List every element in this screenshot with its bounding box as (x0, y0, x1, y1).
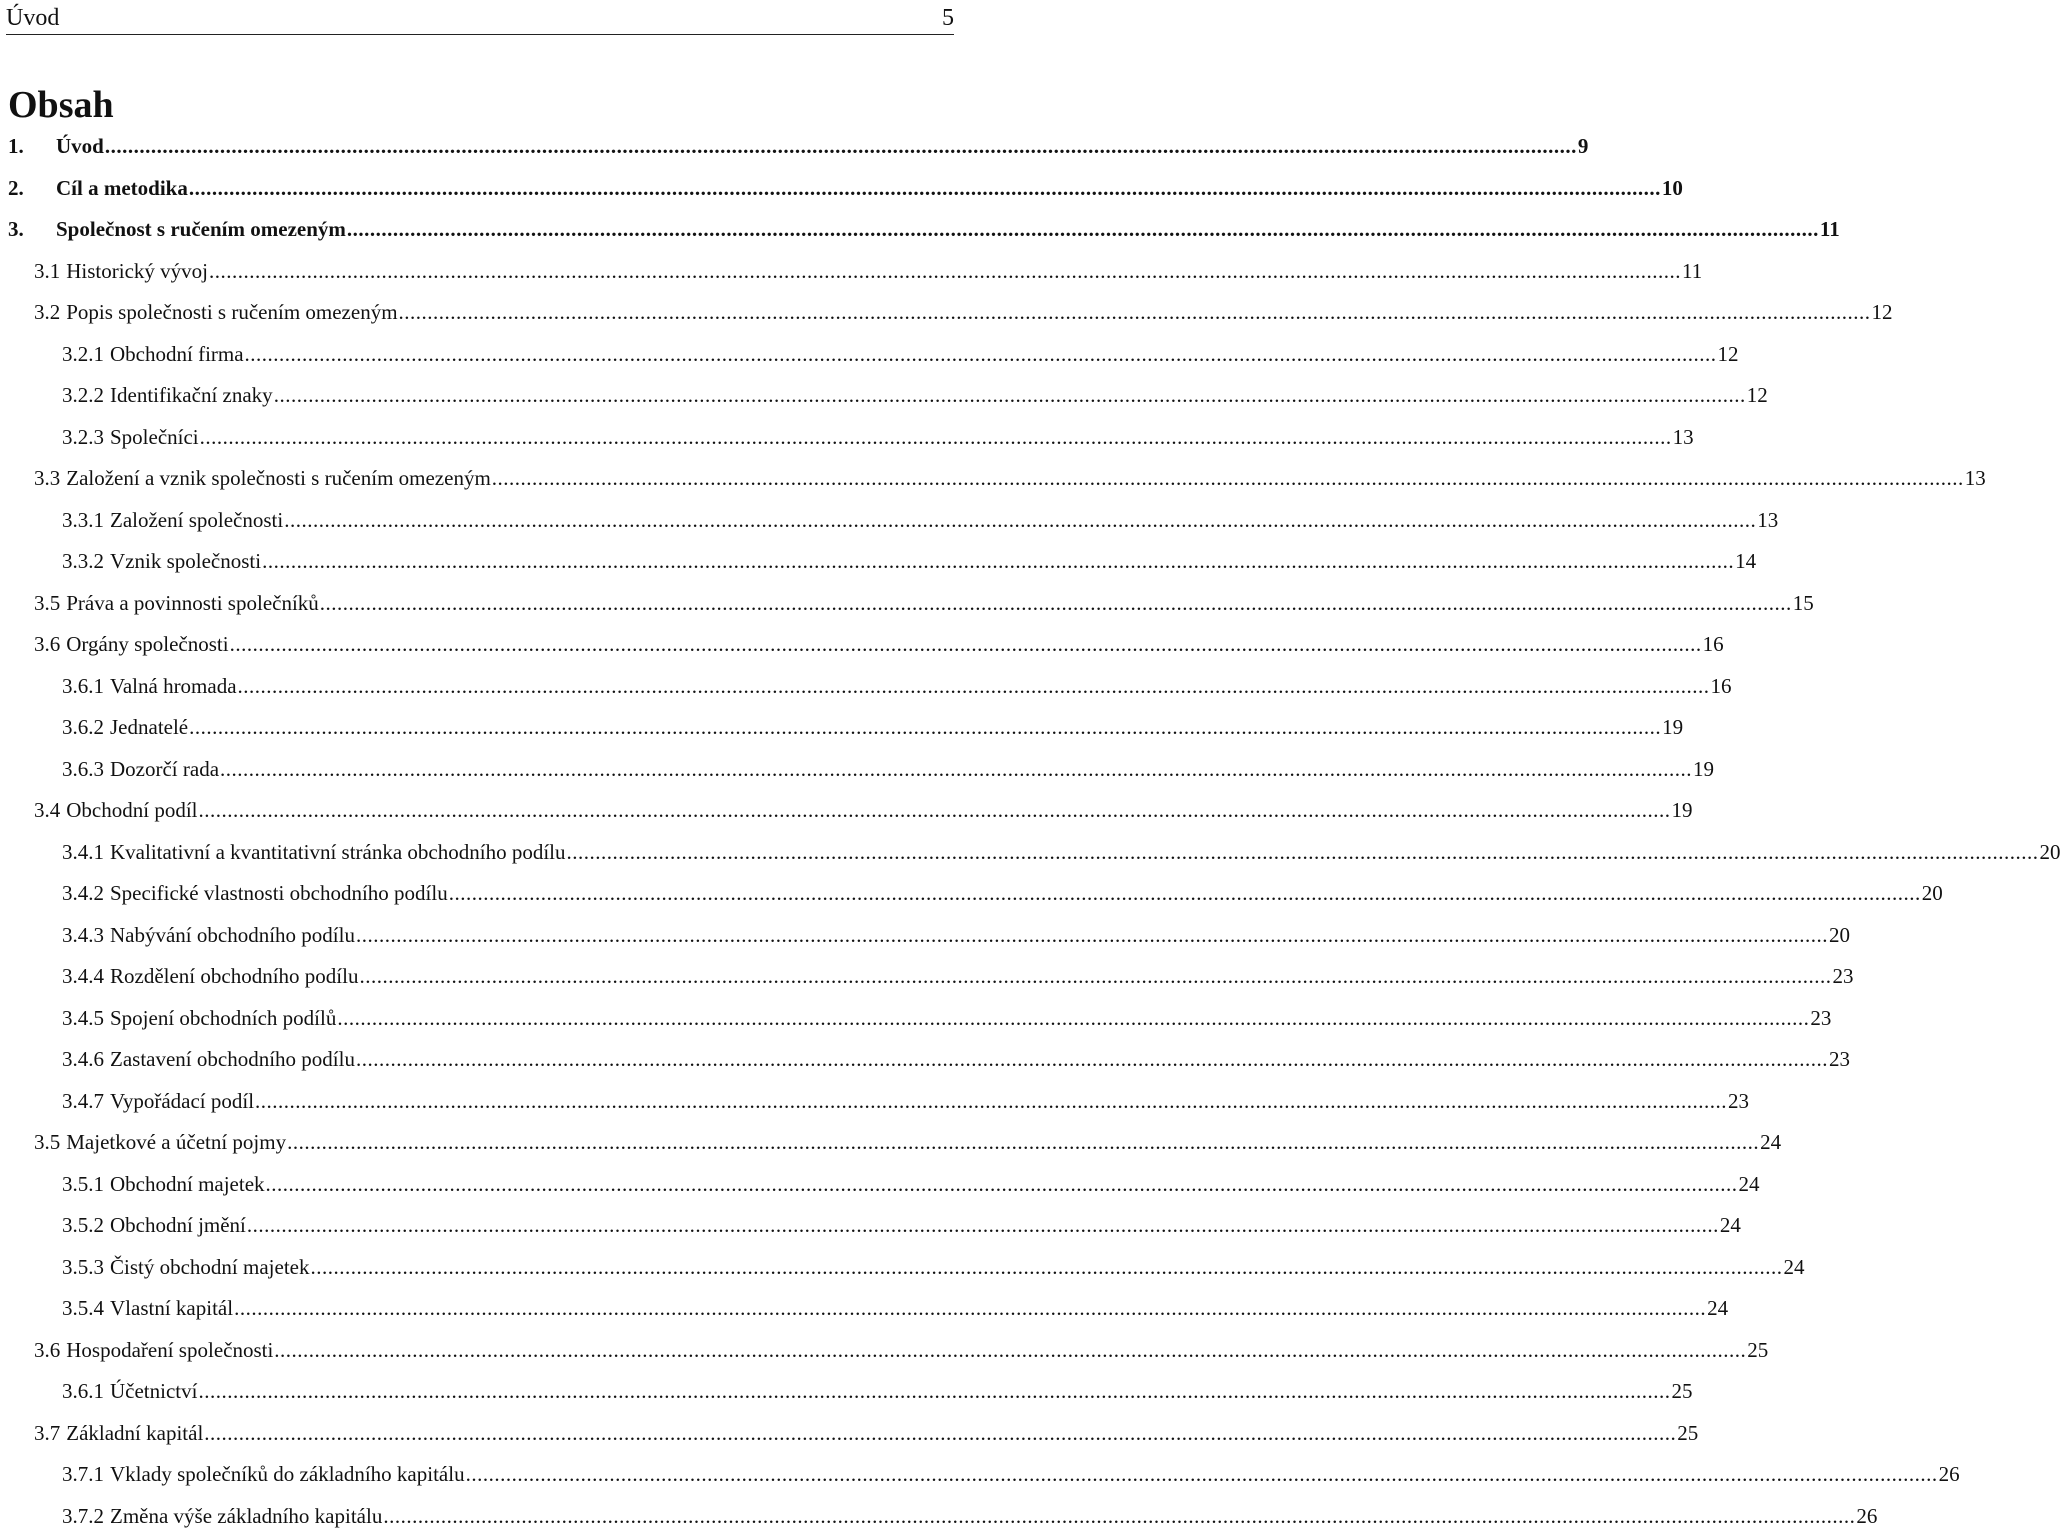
toc-dot-leader (105, 131, 1577, 161)
toc-entry-number: 3.4.4 (62, 964, 104, 988)
toc-dot-leader (284, 505, 1756, 535)
toc-entry-title: Obchodní firma (110, 341, 244, 366)
toc-entry-page: 24 (1783, 1254, 1805, 1279)
toc-entry-number: 3.5.1 (62, 1171, 104, 1196)
toc-entry-number: 3.1 (34, 258, 61, 283)
toc-dot-leader (320, 588, 1792, 618)
toc-entry[interactable] (62, 837, 2061, 867)
toc-entry[interactable] (34, 795, 1693, 825)
toc-entry-title: Změna výše základního kapitálu (110, 1503, 383, 1528)
toc-entry-title: Založení společnosti (110, 507, 284, 532)
toc-entry-page: 19 (1693, 756, 1715, 781)
toc-entry-number: 3.4.1 (62, 839, 104, 864)
toc-entry[interactable] (62, 1086, 1750, 1116)
toc-dot-leader (266, 1169, 1738, 1199)
toc-entry-page: 20 (1921, 881, 1943, 905)
toc-entry[interactable] (62, 920, 1850, 950)
toc-entry[interactable] (34, 588, 1814, 618)
toc-entry-number: 3.5.4 (62, 1296, 104, 1320)
toc-entry-page: 26 (1938, 1462, 1960, 1486)
toc-entry-title: Nabývání obchodního podílu (110, 922, 355, 947)
toc-entry-page: 13 (1757, 507, 1779, 532)
toc-entry-number: 3.6.1 (62, 673, 104, 698)
toc-dot-leader (230, 629, 1702, 659)
toc-dot-leader (359, 961, 1831, 991)
toc-entry-title: Identifikační znaky (110, 383, 273, 407)
toc-entry-number: 3.2.1 (62, 341, 104, 366)
toc-entry-number: 3.6 (34, 1337, 61, 1362)
toc-entry-page: 25 (1671, 1379, 1693, 1403)
toc-entry-page: 24 (1707, 1296, 1729, 1320)
toc-entry[interactable] (62, 1501, 1878, 1531)
toc-entry[interactable] (62, 505, 1779, 535)
toc-entry-page: 19 (1671, 798, 1693, 822)
toc-dot-leader (274, 1335, 1746, 1365)
toc-dot-leader (204, 1418, 1676, 1448)
toc-entry-number: 2. (8, 175, 24, 200)
toc-entry[interactable] (62, 1003, 1832, 1033)
toc-entry[interactable] (62, 961, 1854, 991)
toc-entry-title: Obchodní majetek (110, 1171, 265, 1196)
toc-entry-page: 23 (1728, 1088, 1750, 1113)
toc-entry[interactable] (62, 1376, 1693, 1406)
toc-entry-number: 3.2.3 (62, 424, 104, 449)
toc-entry[interactable] (62, 1459, 1960, 1489)
toc-title: Obsah (8, 84, 114, 126)
toc-entry[interactable] (62, 712, 1684, 742)
toc-entry-page: 11 (1682, 258, 1703, 283)
toc-entry[interactable] (62, 380, 1768, 410)
toc-entry-title: Základní kapitál (66, 1420, 204, 1445)
toc-dot-leader (567, 837, 2039, 867)
toc-entry-title: Úvod (56, 134, 104, 158)
toc-entry-number: 3.4 (34, 798, 61, 822)
toc-dot-leader (337, 1003, 1809, 1033)
toc-dot-leader (466, 1459, 1938, 1489)
toc-entry-title: Vklady společníků do základního kapitálu (110, 1462, 465, 1486)
toc-entry-title: Spojení obchodních podílů (110, 1005, 337, 1030)
toc-dot-leader (274, 380, 1746, 410)
toc-entry-title: Čistý obchodní majetek (110, 1254, 310, 1279)
toc-entry-title: Specifické vlastnosti obchodního podílu (110, 881, 448, 905)
toc-entry-page: 14 (1735, 549, 1757, 573)
toc-dot-leader (245, 339, 1717, 369)
toc-entry-page: 20 (2039, 839, 2061, 864)
toc-entry[interactable] (8, 214, 1840, 244)
toc-entry-title: Založení a vznik společnosti s ručením omezeným (66, 466, 491, 490)
toc-entry-page: 19 (1662, 715, 1684, 739)
toc-entry[interactable] (34, 629, 1724, 659)
toc-entry[interactable] (62, 422, 1694, 452)
toc-entry[interactable] (62, 754, 1715, 784)
toc-entry-title: Jednatelé (110, 715, 189, 739)
toc-entry[interactable] (62, 339, 1739, 369)
toc-entry-number: 3.2 (34, 300, 61, 324)
toc-entry[interactable] (62, 671, 1732, 701)
toc-entry-page: 12 (1746, 383, 1768, 407)
toc-entry[interactable] (62, 546, 1757, 576)
toc-entry-title: Obchodní jmění (110, 1213, 246, 1237)
toc-entry-page: 12 (1871, 300, 1893, 324)
toc-entry-title: Orgány společnosti (66, 632, 229, 656)
toc-entry-title: Účetnictví (110, 1379, 198, 1403)
toc-entry[interactable] (8, 173, 1683, 203)
toc-entry-page: 23 (1828, 1047, 1850, 1071)
toc-dot-leader (356, 1044, 1828, 1074)
toc-entry-page: 16 (1702, 632, 1724, 656)
toc-entry-number: 3.6.3 (62, 756, 104, 781)
toc-entry-number: 3.5 (34, 1130, 61, 1154)
toc-entry-number: 3.7.1 (62, 1462, 104, 1486)
toc-entry-page: 24 (1719, 1213, 1741, 1237)
toc-entry-title: Kvalitativní a kvantitativní stránka obchodního podílu (110, 839, 566, 864)
toc-dot-leader (189, 712, 1661, 742)
toc-entry-title: Rozdělení obchodního podílu (110, 964, 359, 988)
toc-entry-number: 3.6 (34, 632, 61, 656)
toc-dot-leader (247, 1210, 1719, 1240)
toc-entry[interactable] (62, 1044, 1850, 1074)
toc-entry-number: 3.4.7 (62, 1088, 104, 1113)
toc-entry-number: 3.5.2 (62, 1213, 104, 1237)
toc-entry-title: Valná hromada (110, 673, 237, 698)
toc-entry-number: 3. (8, 217, 24, 241)
toc-dot-leader (198, 1376, 1670, 1406)
toc-entry[interactable] (62, 1293, 1729, 1323)
toc-entry-title: Vypořádací podíl (110, 1088, 255, 1113)
toc-entry[interactable] (62, 1210, 1741, 1240)
toc-entry-page: 25 (1677, 1420, 1699, 1445)
toc-entry-title: Dozorčí rada (110, 756, 220, 781)
toc-dot-leader (356, 920, 1828, 950)
running-header (6, 4, 954, 35)
toc-entry-title: Obchodní podíl (66, 798, 198, 822)
header-chapter-title: Úvod (6, 5, 60, 31)
toc-entry[interactable] (62, 1252, 1805, 1282)
toc-entry-number: 3.2.2 (62, 383, 104, 407)
toc-entry[interactable] (34, 297, 1893, 327)
toc-entry-title: Popis společnosti s ručením omezeným (66, 300, 398, 324)
header-page-number: 5 (942, 5, 954, 31)
toc-entry-title: Vlastní kapitál (110, 1296, 234, 1320)
toc-dot-leader (234, 1293, 1706, 1323)
toc-entry-title: Společníci (110, 424, 199, 449)
toc-entry-page: 26 (1856, 1503, 1878, 1528)
toc-entry-title: Majetkové a účetní pojmy (66, 1130, 287, 1154)
toc-entry-title: Historický vývoj (66, 258, 208, 283)
toc-entry[interactable] (34, 256, 1703, 286)
toc-entry[interactable] (62, 878, 1943, 908)
toc-entry[interactable] (34, 1335, 1769, 1365)
toc-dot-leader (189, 173, 1661, 203)
toc-dot-leader (238, 671, 1710, 701)
toc-entry-number: 3.6.2 (62, 715, 104, 739)
toc-entry[interactable] (34, 1127, 1782, 1157)
toc-dot-leader (287, 1127, 1759, 1157)
toc-entry-title: Vznik společnosti (110, 549, 262, 573)
toc-dot-leader (310, 1252, 1782, 1282)
toc-entry-page: 20 (1828, 922, 1850, 947)
toc-entry-number: 3.7.2 (62, 1503, 104, 1528)
toc-entry-page: 24 (1760, 1130, 1782, 1154)
toc-entry-number: 3.4.5 (62, 1005, 104, 1030)
toc-entry-page: 9 (1577, 134, 1589, 158)
toc-dot-leader (220, 754, 1692, 784)
toc-entry[interactable] (34, 1418, 1699, 1448)
toc-dot-leader (492, 463, 1964, 493)
toc-dot-leader (199, 795, 1671, 825)
toc-entry-number: 1. (8, 134, 24, 158)
toc-dot-leader (209, 256, 1681, 286)
toc-entry-title: Hospodaření společnosti (66, 1337, 274, 1362)
toc-dot-leader (255, 1086, 1727, 1116)
toc-dot-leader (200, 422, 1672, 452)
toc-entry-number: 3.6.1 (62, 1379, 104, 1403)
toc-entry-number: 3.4.3 (62, 922, 104, 947)
toc-dot-leader (347, 214, 1819, 244)
toc-entry-page: 23 (1832, 964, 1854, 988)
toc-entry-number: 3.5 (34, 590, 61, 615)
toc-dot-leader (383, 1501, 1855, 1531)
toc-entry-page: 13 (1672, 424, 1694, 449)
toc-entry-page: 16 (1710, 673, 1732, 698)
toc-entry-number: 3.4.6 (62, 1047, 104, 1071)
toc-entry[interactable] (34, 463, 1986, 493)
toc-dot-leader (399, 297, 1871, 327)
toc-entry-page: 24 (1738, 1171, 1760, 1196)
toc-entry[interactable] (8, 131, 1589, 161)
toc-entry-page: 11 (1819, 217, 1840, 241)
toc-entry-title: Společnost s ručením omezeným (56, 217, 346, 241)
toc-entry-page: 23 (1810, 1005, 1832, 1030)
toc-entry-title: Cíl a metodika (56, 175, 188, 200)
toc-entry-title: Zastavení obchodního podílu (110, 1047, 355, 1071)
toc-entry-page: 10 (1661, 175, 1683, 200)
toc-entry-title: Práva a povinnosti společníků (66, 590, 319, 615)
toc-entry-number: 3.7 (34, 1420, 61, 1445)
toc-entry-number: 3.3.2 (62, 549, 104, 573)
toc-dot-leader (262, 546, 1734, 576)
toc-entry-number: 3.4.2 (62, 881, 104, 905)
toc-entry[interactable] (62, 1169, 1760, 1199)
toc-entry-number: 3.3.1 (62, 507, 104, 532)
toc-dot-leader (449, 878, 1921, 908)
toc-entry-number: 3.3 (34, 466, 61, 490)
toc-entry-page: 12 (1717, 341, 1739, 366)
toc-entry-page: 13 (1964, 466, 1986, 490)
toc-entry-number: 3.5.3 (62, 1254, 104, 1279)
toc-entry-page: 25 (1747, 1337, 1769, 1362)
toc-entry-page: 15 (1792, 590, 1814, 615)
